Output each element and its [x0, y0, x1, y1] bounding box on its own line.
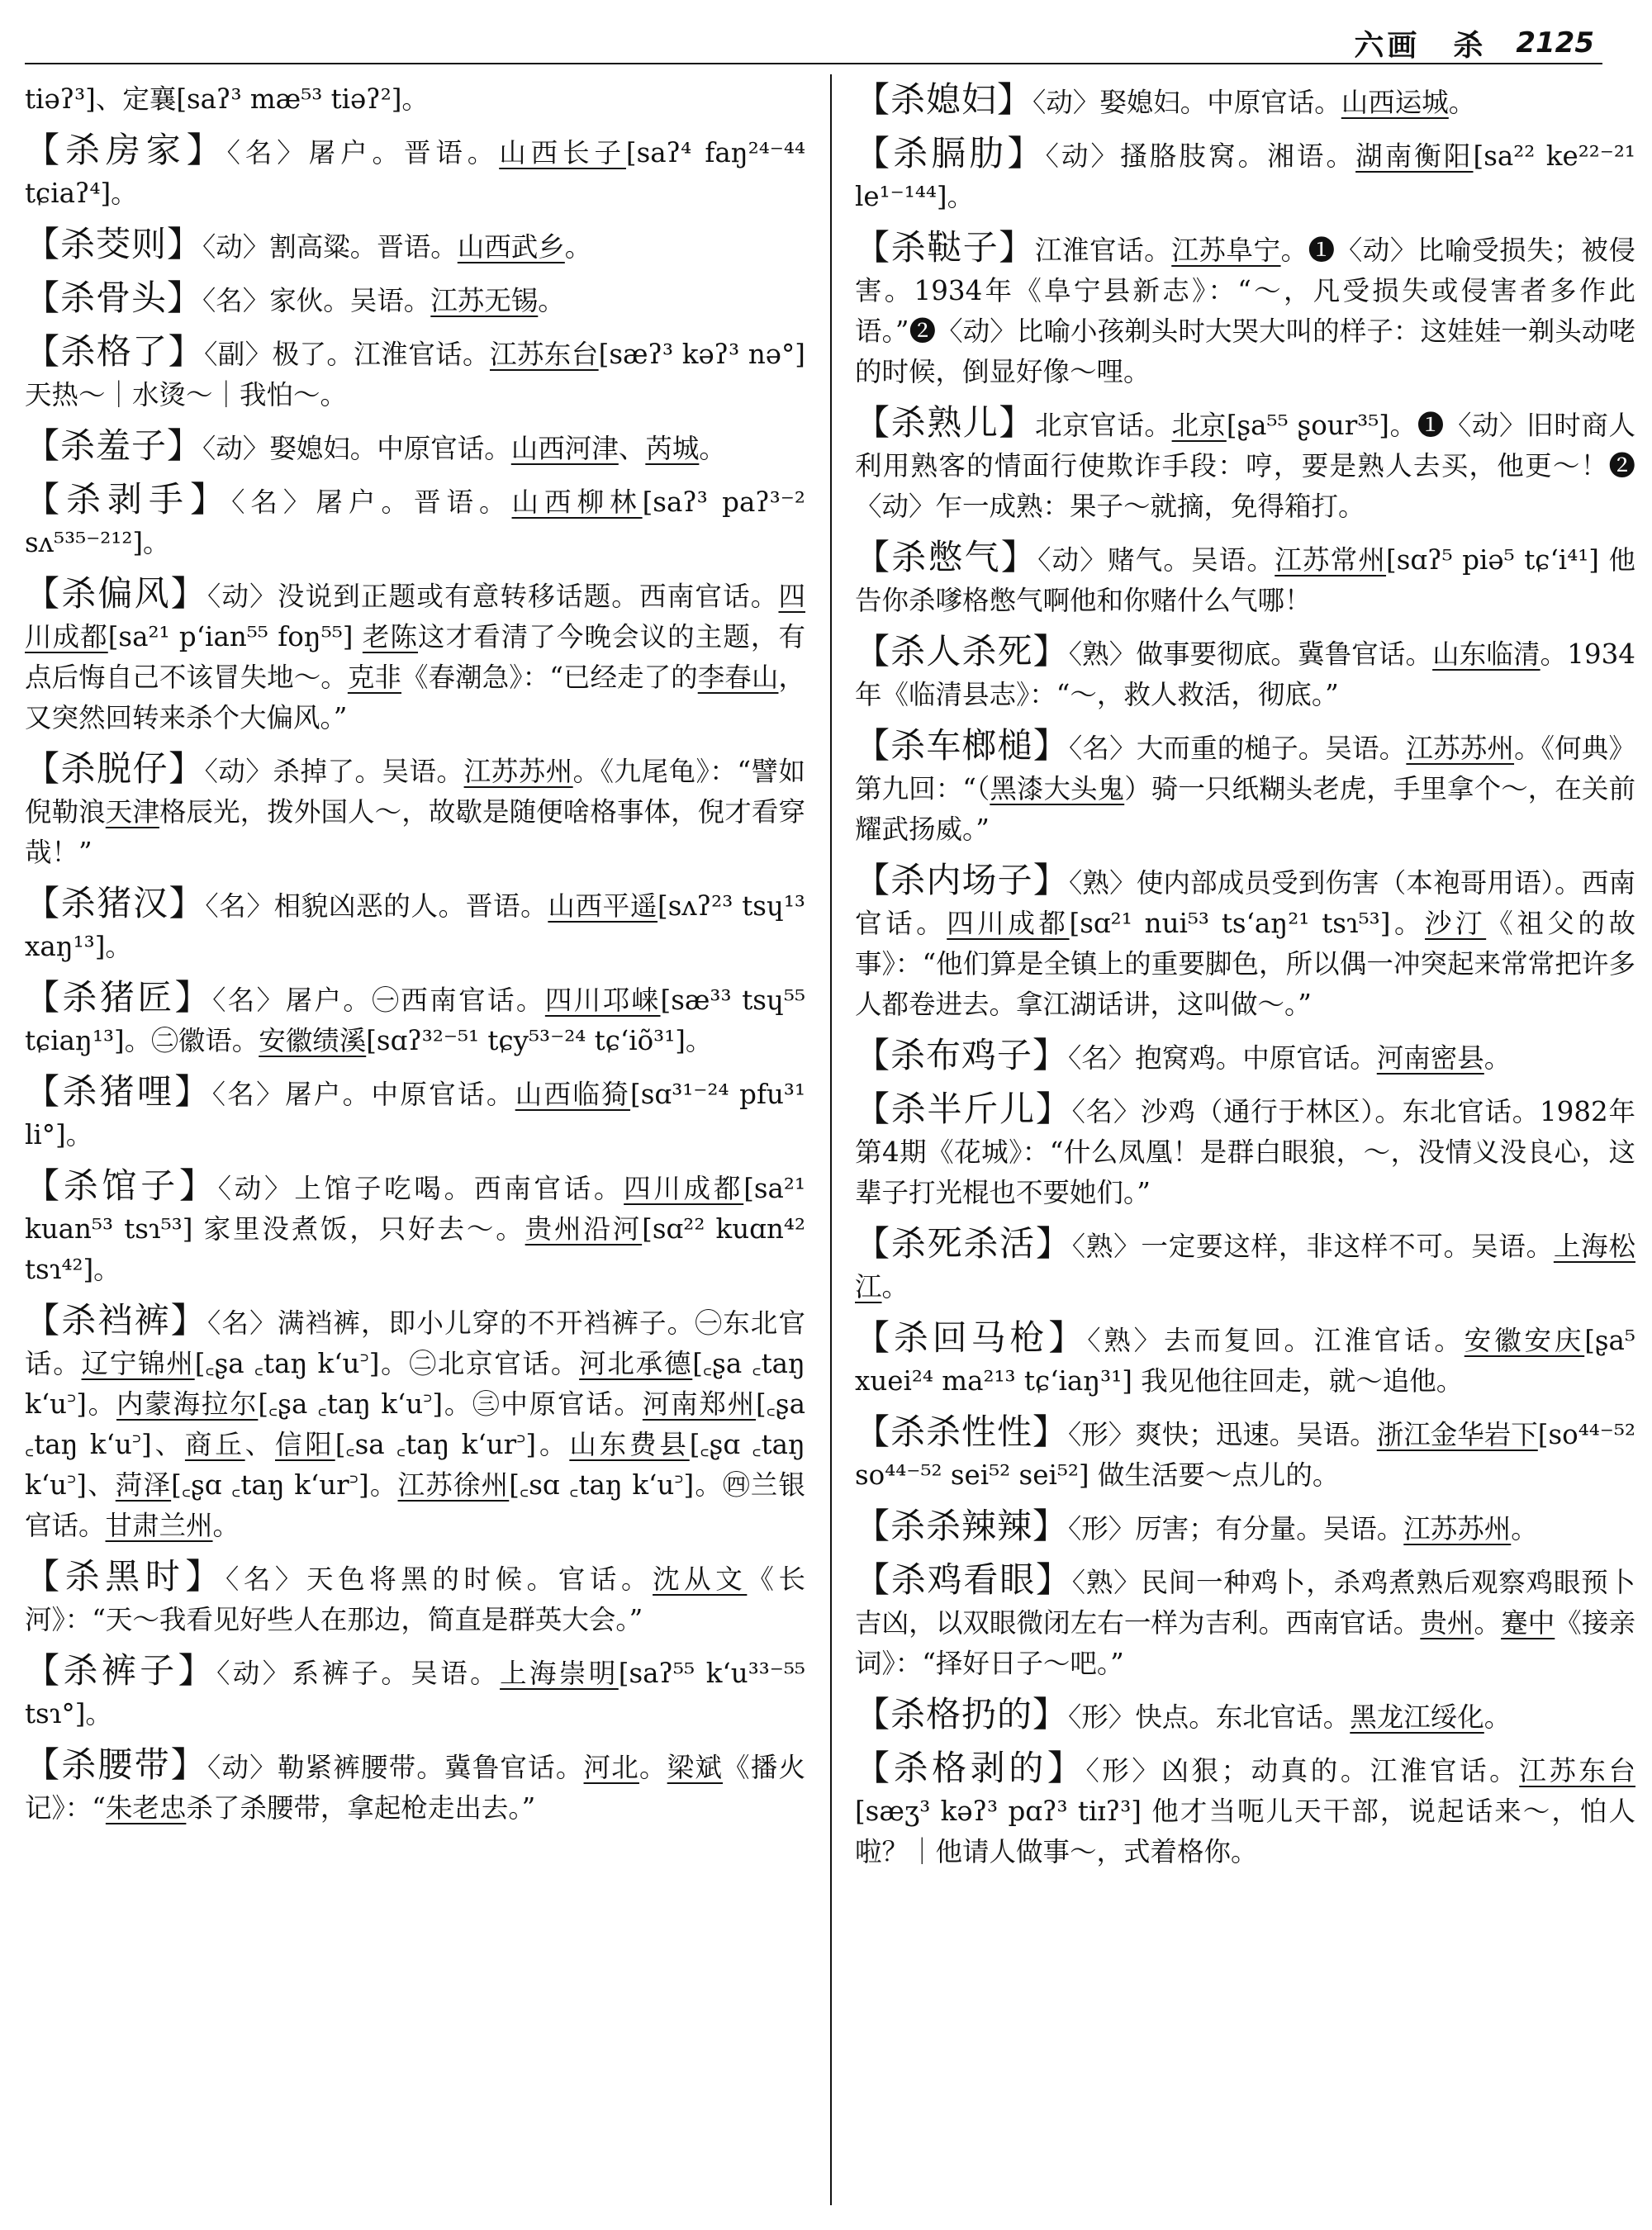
entry-text: 杀了杀腰带，拿起枪走出去。” [186, 1792, 536, 1824]
entry-text: [sa²¹ kuan⁵³ tsɿ⁵³] 家里没煮饭，只好去～。 [25, 1173, 805, 1245]
entry-headword: 【杀内场子】 [855, 860, 1069, 900]
entry-text: [꜀ʂɑ ꜀taŋ k‘ur꜄]。 [171, 1469, 398, 1501]
underlined-term: 四川成都 [25, 581, 805, 652]
entry-text: 〈动〉没说到正题或有意转移话题。西南官话。 [207, 581, 779, 612]
underlined-term: 老陈 [362, 621, 419, 652]
entry-text: 《长河》：“天～我看见好些人在那边，简直是群英大会。” [25, 1563, 805, 1635]
entry-text: [saʔ³ paʔ³⁻² sʌ⁵³⁵⁻²¹²]。 [25, 486, 805, 558]
entry-text: [sɑ³¹⁻²⁴ pfu³¹ li°]。 [25, 1079, 805, 1151]
dictionary-entry [25, 1071, 805, 1155]
dictionary-entry [25, 278, 805, 321]
entry-text: 〈名〉大而重的槌子。吴语。 [1069, 733, 1407, 764]
dictionary-entry [25, 130, 805, 214]
underlined-term: 山西运城 [1341, 87, 1449, 118]
dictionary-entry [25, 224, 805, 268]
entry-text: 《祖父的故事》：“他们算是全镇上的重要脚色，所以偶一冲突起来常常把许多人都卷进去。拿江湖话讲，这叫做～。” [855, 908, 1635, 1020]
underlined-term: 山西平遥 [548, 890, 658, 922]
dictionary-entry [25, 1165, 805, 1290]
entry-text: [sæ³³ tsɥ⁵⁵ tɕiaŋ¹³]。㊁徽语。 [25, 985, 805, 1056]
underlined-term: 黑漆大头鬼 [990, 773, 1125, 804]
entry-text: 〈副〉极了。江淮官话。 [204, 339, 490, 370]
entry-text: [sa²¹ p‘ian⁵⁵ foŋ⁵⁵] [107, 621, 363, 652]
entry-text: 〈名〉沙鸡（通行于林区）。东北官话。1982年第4期《花城》：“什么凤凰！是群白眼狼，～，没情义没良心，这辈子打光棍也不要她们。” [855, 1096, 1635, 1208]
entry-text: [꜀sɑ ꜀taŋ k‘u꜄]。㊃兰银官话。 [25, 1469, 805, 1541]
dictionary-entry [855, 133, 1635, 217]
entry-text: ）骑一只纸糊头老虎，手里拿个～，在关前耀武扬威。” [855, 773, 1635, 845]
entry-text: 。 [538, 285, 565, 316]
entry-headword: 【杀格剥的】 [855, 1748, 1086, 1788]
entry-text: 《春潮急》：“已经走了的 [401, 662, 698, 693]
underlined-term: 江苏阜宁 [1171, 235, 1281, 266]
entry-text: [saʔ⁵⁵ k‘u³³⁻⁵⁵ tsɿ°]。 [25, 1658, 805, 1729]
entry-headword: 【杀半斤儿】 [855, 1089, 1072, 1129]
underlined-term: 江苏东台 [489, 339, 599, 370]
underlined-term: 山西长子 [499, 137, 626, 168]
dictionary-entry [855, 79, 1635, 123]
underlined-term: 天津 [105, 796, 159, 828]
dictionary-entry [855, 1035, 1635, 1079]
entry-text: 〈动〉上馆子吃喝。西南官话。 [217, 1173, 624, 1204]
entry-text: 。❶〈动〉比喻受损失；被侵害。1934年《阜宁县新志》：“～，凡受损失或侵害者多作此语。”❷〈动〉比喻小孩剃头时大哭大叫的样子：这娃娃一剃头动咾的时候，倒显好像～哩。 [855, 235, 1635, 387]
entry-text: 〈熟〉做事要彻底。冀鲁官话。 [1068, 638, 1433, 670]
entry-text: 这才看清了今晚会议的主题，有点后悔自己不该冒失地～。 [25, 621, 805, 693]
entry-text: 。 [212, 1510, 240, 1541]
entry-text: 、 [618, 433, 646, 464]
entry-text: 江淮官话。 [1034, 235, 1172, 266]
underlined-term: 沈从文 [653, 1563, 748, 1595]
entry-headword: 【杀房家】 [25, 130, 227, 170]
underlined-term: 河北承德 [579, 1348, 693, 1379]
entry-text: [꜀ʂa ꜀taŋ k‘u꜄]。 [25, 1348, 805, 1420]
underlined-term: 北京 [1171, 410, 1227, 441]
underlined-term: 山西临猗 [515, 1079, 631, 1110]
entry-text: [sæʔ³ kəʔ³ nə°] 天热～｜水烫～｜我怕～。 [25, 339, 805, 410]
entry-text: [sɑ²¹ nui⁵³ ts‘aŋ²¹ tsɿ⁵³]。 [1069, 908, 1426, 939]
dictionary-entry [855, 1506, 1635, 1549]
entry-text: [sæʒ³ kəʔ³ pɑʔ³ tiɪʔ³] 他才当呃儿天干部，说起话来～，怕人啦？｜他请人做事～，式着格你。 [855, 1796, 1635, 1867]
entry-headword: 【杀腰带】 [25, 1744, 207, 1785]
entry-headword: 【杀偏风】 [25, 573, 208, 614]
underlined-term: 河北 [583, 1752, 639, 1783]
entry-headword: 【杀猪汉】 [25, 883, 206, 923]
entry-headword: 【杀人杀死】 [855, 631, 1069, 671]
entry-text: 〈熟〉使内部成员受到伤害（本袍哥用语）。西南官话。 [855, 867, 1635, 939]
entry-text: 〈熟〉民间一种鸡卜，杀鸡煮熟后观察鸡眼预卜吉凶，以双眼微闭左右一样为吉利。西南官话。 [855, 1567, 1635, 1639]
entry-headword: 【杀茭则】 [25, 224, 203, 264]
column-divider [830, 74, 832, 2205]
dictionary-entry [855, 1694, 1635, 1738]
dictionary-entry [25, 331, 805, 415]
underlined-term: 江苏苏州 [1406, 733, 1515, 764]
entry-headword: 【杀车榔槌】 [855, 725, 1069, 766]
dictionary-entry [25, 1300, 805, 1546]
underlined-term: 山西河津 [510, 433, 619, 464]
entry-text: [ʂa⁵ xuei²⁴ ma²¹³ tɕ‘iaŋ³¹] 我见他往回走，就～追他。 [855, 1325, 1635, 1397]
entry-text: 。 [1483, 1701, 1512, 1733]
entry-text: 〈名〉屠户。㊀西南官话。 [212, 985, 545, 1016]
underlined-term: 菏泽 [115, 1469, 172, 1501]
running-header [1289, 18, 1594, 68]
entry-headword: 【杀猪哩】 [25, 1071, 212, 1112]
entry-text: [so⁴⁴⁻⁵² so⁴⁴⁻⁵² sei⁵² sei⁵²] 做生活要～点儿的。 [855, 1419, 1635, 1491]
dictionary-entry [25, 1744, 805, 1829]
entry-text: 、 [244, 1429, 275, 1460]
dictionary-entry [25, 1556, 805, 1640]
underlined-term: 李春山 [697, 662, 779, 693]
dictionary-entry [855, 725, 1635, 850]
page-number: 2125 [1516, 26, 1594, 59]
entry-text: tiəʔ³]、定襄[saʔ³ mæ⁵³ tiəʔ²]。 [25, 83, 429, 115]
underlined-term: 黑龙江绥化 [1350, 1701, 1484, 1733]
dictionary-entry [25, 479, 805, 563]
dictionary-entry [855, 402, 1635, 527]
section-title: 六画 杀 [1354, 27, 1487, 63]
entry-headword: 【杀猪匠】 [25, 977, 213, 1018]
entry-text: 〈形〉厉害；有分量。吴语。 [1068, 1513, 1404, 1544]
underlined-term: 沙汀 [1425, 908, 1487, 939]
entry-headword: 【杀杀辣辣】 [855, 1506, 1069, 1546]
entry-text: 〈动〉搔胳肢窝。湘语。 [1045, 140, 1356, 172]
entry-text: [sɑʔ⁵ piə⁵ tɕ‘i⁴¹] 他告你杀嗲格憋气啊他和你赌什么气哪！ [855, 544, 1635, 616]
underlined-term: 浙江金华岩下 [1376, 1419, 1538, 1450]
entry-text: 〈形〉爽快；迅速。吴语。 [1068, 1419, 1377, 1450]
entry-text: 。1934年《临清县志》：“～，救人救活，彻底。” [855, 638, 1635, 710]
entry-headword: 【杀憋气】 [855, 537, 1038, 577]
entry-text: [꜀ʂa ꜀taŋ k‘u꜄]。㊂中原官话。 [258, 1388, 643, 1420]
entry-text: 〈名〉天色将黑的时候。官话。 [225, 1563, 653, 1595]
entry-continuation [25, 79, 805, 120]
underlined-term: 四川成都 [947, 908, 1070, 939]
entry-headword: 【杀熟儿】 [855, 402, 1036, 443]
entry-headword: 【杀布鸡子】 [855, 1035, 1069, 1075]
entry-text: [꜀ʂa ꜀taŋ k‘u꜄]。㊁北京官话。 [194, 1348, 580, 1379]
entry-text: 〈名〉满裆裤，即小儿穿的不开裆裤子。㊀东北官话。 [25, 1307, 805, 1379]
underlined-term: 安徽绩溪 [259, 1025, 367, 1056]
entry-text: 〈熟〉一定要这样，非这样不可。吴语。 [1071, 1231, 1554, 1262]
underlined-term: 安徽安庆 [1464, 1325, 1585, 1356]
dictionary-entry [855, 227, 1635, 392]
entry-headword: 【杀羞子】 [25, 425, 203, 466]
entry-text: 《播火记》：“ [25, 1752, 805, 1824]
underlined-term: 江苏常州 [1275, 544, 1387, 576]
entry-text: 格辰光，拨外国人～，故歇是随便啥格事体，倪才看穿哉！” [25, 796, 805, 868]
entry-headword: 【杀骨头】 [25, 278, 203, 318]
entry-text: 〈名〉相貌凶恶的人。晋语。 [205, 890, 548, 922]
right-column [855, 79, 1635, 1882]
entry-headword: 【杀鸡看眼】 [855, 1559, 1072, 1600]
underlined-term: 贵州沿河 [525, 1213, 643, 1245]
entry-text: [sʌʔ²³ tsɥ¹³ xaŋ¹³]。 [25, 890, 805, 962]
underlined-term: 蹇中 [1501, 1607, 1555, 1639]
entry-text: 〈形〉凶狠；动真的。江淮官话。 [1085, 1755, 1520, 1786]
underlined-term: 江苏苏州 [463, 756, 573, 787]
entry-text: 《接亲词》：“择好日子～吧。” [855, 1607, 1635, 1679]
entry-text: 〈动〉娶媳妇。中原官话。 [202, 433, 511, 464]
underlined-term: 山东临清 [1432, 638, 1540, 670]
entry-text: 。 [638, 1752, 667, 1783]
underlined-term: 河南郑州 [642, 1388, 756, 1420]
entry-headword: 【杀膈肋】 [855, 133, 1046, 173]
dictionary-entry [25, 1650, 805, 1734]
entry-text: [꜀ʂɑ ꜀taŋ k‘u꜄]、 [25, 1429, 805, 1501]
entry-headword: 【杀回马枪】 [855, 1317, 1088, 1358]
entry-text: 。 [1448, 87, 1476, 118]
underlined-term: 山东费县 [569, 1429, 690, 1460]
entry-text: [sɑʔ³²⁻⁵¹ tɕy⁵³⁻²⁴ tɕ‘iõ³¹]。 [366, 1025, 713, 1056]
entry-headword: 【杀裤子】 [25, 1650, 217, 1691]
underlined-term: 梁斌 [667, 1752, 724, 1783]
underlined-term: 江苏徐州 [397, 1469, 510, 1501]
entry-text: 〈动〉杀掉了。吴语。 [204, 756, 464, 787]
underlined-term: 克非 [347, 662, 402, 693]
entry-headword: 【杀剥手】 [25, 479, 232, 520]
entry-text: 。《何典》第九回：“（ [855, 733, 1635, 804]
dictionary-entry [855, 860, 1635, 1025]
dictionary-entry [855, 1089, 1635, 1213]
entry-headword: 【杀鞑子】 [855, 227, 1035, 268]
underlined-term: 上海崇明 [500, 1658, 619, 1689]
entry-text: 北京官话。 [1035, 410, 1172, 441]
underlined-term: 芮城 [645, 433, 700, 464]
entry-text: 〈形〉快点。东北官话。 [1068, 1701, 1351, 1733]
entry-text: 〈动〉娶媳妇。中原官话。 [1032, 87, 1341, 118]
dictionary-entry [25, 573, 805, 738]
underlined-term: 河南密县 [1376, 1042, 1484, 1074]
underlined-term: 湖南衡阳 [1355, 140, 1474, 172]
entry-headword: 【杀脱仔】 [25, 748, 205, 789]
entry-headword: 【杀格扔的】 [855, 1694, 1069, 1734]
dictionary-entry [855, 1412, 1635, 1496]
entry-text: 〈名〉屠户。中原官话。 [211, 1079, 515, 1110]
entry-headword: 【杀杀性性】 [855, 1412, 1069, 1452]
underlined-term: 山西武乡 [457, 231, 565, 263]
entry-text: 〈名〉抱窝鸡。中原官话。 [1068, 1042, 1377, 1074]
entry-text: 〈动〉割高粱。晋语。 [202, 231, 458, 263]
entry-text: 。 [881, 1271, 909, 1302]
entry-text: 。 [699, 433, 726, 464]
entry-headword: 【杀媳妇】 [855, 79, 1033, 120]
dictionary-entry [855, 1223, 1635, 1307]
underlined-term: 四川邛崃 [544, 985, 661, 1016]
entry-text: 〈名〉家伙。吴语。 [202, 285, 431, 316]
entry-text: ，又突然回转来杀个大偏风。” [25, 662, 805, 733]
entry-text: 。《九尾龟》：“譬如倪勒浪 [25, 756, 805, 828]
entry-text: [sa²² ke²²⁻²¹ le¹⁻¹⁴⁴]。 [855, 140, 1635, 212]
entry-headword: 【杀格了】 [25, 331, 205, 372]
underlined-term: 山西柳林 [511, 486, 643, 518]
dictionary-entry [25, 748, 805, 873]
underlined-term: 甘肃兰州 [105, 1510, 213, 1541]
dictionary-entry [25, 883, 805, 967]
underlined-term: 内蒙海拉尔 [116, 1388, 259, 1420]
dictionary-entry [855, 537, 1635, 621]
underlined-term: 商丘 [184, 1429, 245, 1460]
entry-headword: 【杀裆裤】 [25, 1300, 208, 1340]
left-column [25, 79, 805, 1839]
entry-headword: 【杀馆子】 [25, 1165, 218, 1206]
underlined-term: 朱老忠 [105, 1792, 187, 1824]
entry-text: 〈动〉勒紧裤腰带。冀鲁官话。 [207, 1752, 584, 1783]
entry-text: 。 [1511, 1513, 1538, 1544]
dictionary-entry [855, 1317, 1635, 1402]
dictionary-entry [25, 977, 805, 1061]
entry-text: 〈动〉赌气。吴语。 [1037, 544, 1275, 576]
underlined-term: 江苏东台 [1519, 1755, 1635, 1786]
header-rule [25, 63, 1602, 64]
entry-text: 〈熟〉去而复回。江淮官话。 [1087, 1325, 1464, 1356]
entry-text: [sɑ²² kuɑn⁴² tsɿ⁴²]。 [25, 1213, 805, 1285]
entry-text: 。 [564, 231, 592, 263]
entry-text: [꜀ʂa ꜀taŋ k‘u꜄]、 [25, 1388, 805, 1460]
underlined-term: 上海松江 [855, 1231, 1635, 1302]
entry-text: [ʂa⁵⁵ ʂour³⁵]。❶〈动〉旧时商人利用熟客的情面行使欺诈手段：哼，要是熟人去买，他更～！❷〈动〉乍一成熟：果子～就摘，免得箱打。 [855, 410, 1635, 522]
entry-text: 。 [1483, 1042, 1512, 1074]
underlined-term: 贵州 [1420, 1607, 1474, 1639]
underlined-term: 江苏无锡 [430, 285, 539, 316]
underlined-term: 江苏苏州 [1403, 1513, 1512, 1544]
underlined-term: 四川成都 [624, 1173, 744, 1204]
dictionary-entry [25, 425, 805, 469]
entry-text: [saʔ⁴ faŋ²⁴⁻⁴⁴ tɕiaʔ⁴]。 [25, 137, 805, 209]
dictionary-entry [855, 1559, 1635, 1684]
entry-text: 〈动〉系裤子。吴语。 [216, 1658, 501, 1689]
dictionary-entry [855, 1748, 1635, 1872]
entry-text: 〈名〉屠户。晋语。 [226, 137, 500, 168]
underlined-term: 辽宁锦州 [81, 1348, 195, 1379]
entry-text: 〈名〉屠户。晋语。 [231, 486, 512, 518]
entry-text: [꜀sa ꜀taŋ k‘ur꜄]。 [335, 1429, 570, 1460]
entry-headword: 【杀黑时】 [25, 1556, 225, 1597]
entry-text: 。 [1474, 1607, 1502, 1639]
underlined-term: 信阳 [274, 1429, 335, 1460]
entry-headword: 【杀死杀活】 [855, 1223, 1072, 1264]
dictionary-entry [855, 631, 1635, 715]
